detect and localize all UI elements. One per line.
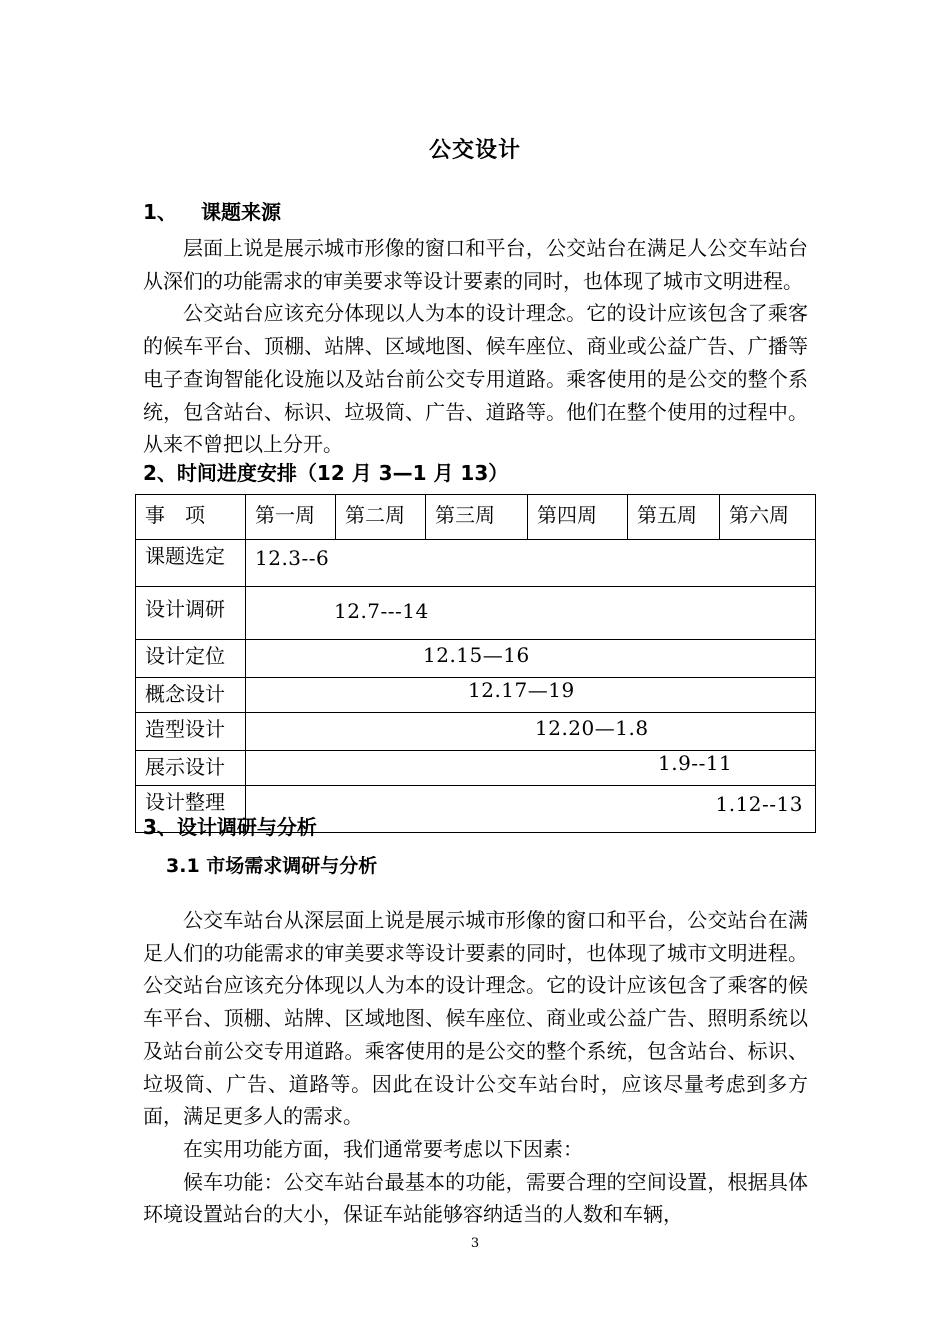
table-header-cell: 第六周 — [720, 495, 816, 540]
table-row — [136, 751, 816, 786]
period-cell: 12.15—16 — [246, 640, 816, 678]
paragraph: 层面上说是展示城市形像的窗口和平台，公交站台在满足人公交车站台从深们的功能需求的审美要求等设计要素的同时，也体现了城市文明进程。 — [143, 236, 808, 293]
paragraph: 公交车站台从深层面上说是展示城市形像的窗口和平台，公交站台在满足人们的功能需求的审美要求等设计要素的同时，也体现了城市文明进程。公交站台应该充分体现以人为本的设计理念。它的设计应该包含了乘客的候车平台、顶棚、站牌、区域地图、候车座位、商业或公益广告、照明系统以及站台前公交专用道路。乘客使用的是公交的整个系统，包含站台、标识、垃圾筒、广告、道路等。因此在设计公交车站台时，应该尽量考虑到多方面，满足更多人的需求。 — [143, 908, 808, 1129]
section-3-body — [143, 904, 808, 1231]
task-cell: 展示设计 — [136, 751, 246, 786]
period-cell: 12.7---14 — [246, 587, 816, 640]
section-1-body — [143, 232, 808, 461]
page-number: 3 — [470, 1236, 480, 1251]
period-cell: 12.20—1.8 — [246, 713, 816, 751]
period-cell: 12.3--6 — [246, 540, 816, 587]
period-cell: 12.17—19 — [246, 678, 816, 713]
task-cell: 概念设计 — [136, 678, 246, 713]
period-cell: 1.12--13 — [246, 786, 816, 833]
section-3-heading: 3、设计调研与分析 — [143, 815, 317, 839]
table-row — [136, 713, 816, 751]
task-cell: 设计调研 — [136, 587, 246, 640]
task-cell: 课题选定 — [136, 540, 246, 587]
schedule-table — [135, 494, 816, 833]
section-3-1-heading: 3.1 市场需求调研与分析 — [166, 855, 378, 877]
table-header-cell: 第二周 — [336, 495, 426, 540]
table-row — [136, 540, 816, 587]
task-cell: 设计整理 — [136, 786, 246, 833]
table-row — [136, 587, 816, 640]
section-1-title: 课题来源 — [201, 200, 281, 224]
table-header-row — [136, 495, 816, 540]
task-cell: 造型设计 — [136, 713, 246, 751]
section-1-heading — [143, 196, 281, 225]
table-row — [136, 678, 816, 713]
table-header-cell: 事 项 — [136, 495, 246, 540]
section-2-heading: 2、时间进度安排（12 月 3—1 月 13） — [143, 461, 509, 485]
period-cell: 1.9--11 — [246, 751, 816, 786]
section-1-number: 1、 — [143, 200, 177, 224]
table-header-cell: 第一周 — [246, 495, 336, 540]
table-header-cell: 第四周 — [528, 495, 628, 540]
paragraph: 候车功能：公交车站台最基本的功能，需要合理的空间设置，根据具体环境设置站台的大小，保证车站能够容纳适当的人数和车辆， — [143, 1169, 808, 1227]
task-cell: 设计定位 — [136, 640, 246, 678]
paragraph: 在实用功能方面，我们通常要考虑以下因素： — [183, 1136, 583, 1161]
paragraph: 公交站台应该充分体现以人为本的设计理念。它的设计应该包含了乘客的候车平台、顶棚、站牌、区域地图、候车座位、商业或公益广告、广播等电子查询智能化设施以及站台前公交专用道路。乘客使用的是公交的整个系统，包含站台、标识、垃圾筒、广告、道路等。他们在整个使用的过程中。从来不曾把以上分开。 — [143, 301, 808, 457]
table-row — [136, 640, 816, 678]
table-header-cell: 第五周 — [628, 495, 720, 540]
table-header-cell: 第三周 — [426, 495, 528, 540]
page-title: 公交设计 — [428, 138, 521, 163]
